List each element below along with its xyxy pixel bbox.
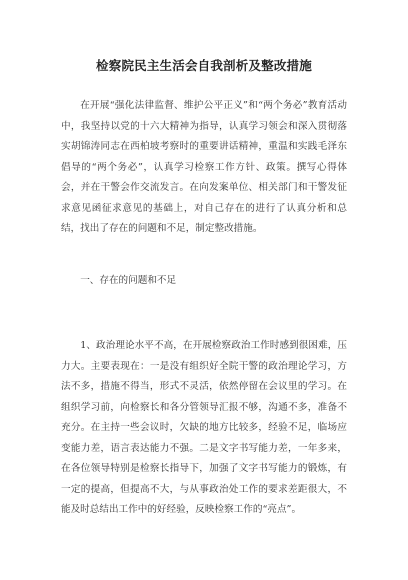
intro-paragraph: 在开展“强化法律监督、维护公平正义”和“两个务必”教育活动中，我坚持以党的十六大精神为指导，认真学习领会和深入贯彻落实胡锦涛同志在西柏坡考察时的重要讲话精神，重温和实践毛泽东倡导的“两个务必”，认真学习检察工作方针、政策。撰写心得体会，并在干警会作交流发言。在向发案单位、相关部门和干警发征求意见函征求意见的基础上，对自己存在的进行了认真分析和总结，找出了存在的问题和不足，制定整改措施。 <box>61 100 347 234</box>
document-title: 检察院民主生活会自我剖析及整改措施 <box>96 58 312 73</box>
item-1-paragraph: 1、政治理论水平不高，在开展检察政治工作时感到很困难，压力大。主要表现在：一是没有组织好全院干警的政治理论学习，方法不多，措施不得当，形式不灵活，依然停留在会议里的学习。在组织学习前，向检察长和各分管领导汇报不够，沟通不多，准备不充分。在主持一些会议时，欠缺的地方比较多，经验不足，临场应变能力差，语言表达能力不强。二是文字书写能力差，一年多来，在各位领导特别是检察长指导下，加强了文字书写能力的锻炼，有一定的提高，但提高不大，与从事政治处工作的要求差距很大，不能及时总结出工作中的好经验，反映检察工作的“亮点”。 <box>61 340 347 515</box>
section-heading: 一、存在的问题和不足 <box>80 275 177 286</box>
